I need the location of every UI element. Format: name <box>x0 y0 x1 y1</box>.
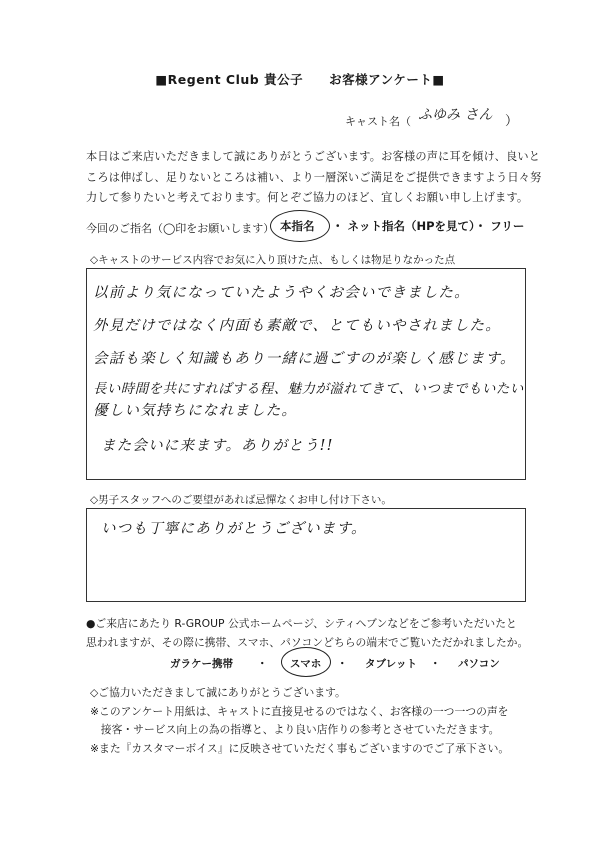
staff-feedback-line: いつも丁寧にありがとうございます。 <box>101 521 367 537</box>
feedback-line: 以前より気になっていたようやくお会いできました。 <box>93 285 470 301</box>
device-separator: ・ <box>337 658 348 670</box>
intro-line: ころは伸ばし、足りないところは補い、より一層深いご満足をご提供できますよう日々努 <box>86 170 542 184</box>
nomination-option-main[interactable]: 本指名 <box>280 219 315 233</box>
cast-name-label: キャスト名（ <box>345 115 411 128</box>
intro-line: 力して参りたいと考えております。何とぞご協力のほど、宜しくお願い申し上げます。 <box>86 191 529 204</box>
intro-text <box>86 147 542 209</box>
device-separator: ・ <box>257 658 268 670</box>
footer-notes <box>90 684 509 758</box>
footer-line: ※また『カスタマーボイス』に反映させていただく事もございますのでご了承下さい。 <box>90 741 510 755</box>
staff-feedback-box[interactable] <box>86 508 526 602</box>
device-option-tablet[interactable]: タブレット <box>365 658 417 670</box>
staff-section-heading: ◇男子スタッフへのご要望があれば忌憚なくお申し付け下さい。 <box>90 494 392 506</box>
feedback-line: また会いに来ます。ありがとう!! <box>101 438 334 454</box>
feedback-line: 外見だけではなく内面も素敵で、とてもいやされました。 <box>93 318 501 334</box>
intro-line: 本日はご来店いただきまして誠にありがとうございます。お客様の声に耳を傾け、良いと <box>86 150 541 163</box>
footer-line: ※このアンケート用紙は、キャストに直接見せるのではなく、お客様の一つ一つの声を <box>90 704 509 718</box>
feedback-line: 長い時間を共にすればする程、魅力が溢れてきて、いつまでもいたい <box>93 381 524 397</box>
cast-name-handwritten: ふゆみ さん <box>418 107 493 123</box>
device-question-line: 思われますが、その際に携帯、スマホ、パソコンどちらの端末でご覧いただかれましたか。 <box>86 636 529 649</box>
nomination-option-others[interactable]: ・ ネット指名（HPを見て）・ フリー <box>332 219 525 233</box>
footer-line: 接客・サービス向上の為の指導と、より良い店作りの参考とさせていただきます。 <box>90 723 500 736</box>
nomination-label: 今回のご指名（◯印をお願いします） <box>86 222 275 235</box>
device-separator: ・ <box>430 658 441 670</box>
feedback-line: 会話も楽しく知識もあり一緒に過ごすのが楽しく感じます。 <box>93 351 516 367</box>
device-option-smartphone[interactable]: スマホ <box>290 658 322 670</box>
nomination-circle-mark <box>270 210 330 242</box>
footer-line: ◇ご協力いただきまして誠にありがとうございます。 <box>90 686 346 699</box>
service-feedback-box[interactable] <box>86 268 526 480</box>
cast-name-close-paren: ） <box>505 114 519 129</box>
feedback-line: 優しい気持ちになれました。 <box>93 403 298 419</box>
device-question-line: ●ご来店にあたり R-GROUP 公式ホームページ、シティヘブンなどをご参考いただいたと <box>86 617 517 630</box>
service-section-heading: ◇キャストのサービス内容でお気に入り頂けた点、もしくは物足りなかった点 <box>90 254 456 266</box>
device-option-pc[interactable]: パソコン <box>458 658 500 670</box>
survey-title: ■Regent Club 貴公子 お客様アンケート■ <box>155 72 445 87</box>
device-option-feature-phone[interactable]: ガラケー携帯 <box>170 658 233 670</box>
device-circle-mark <box>281 647 331 677</box>
